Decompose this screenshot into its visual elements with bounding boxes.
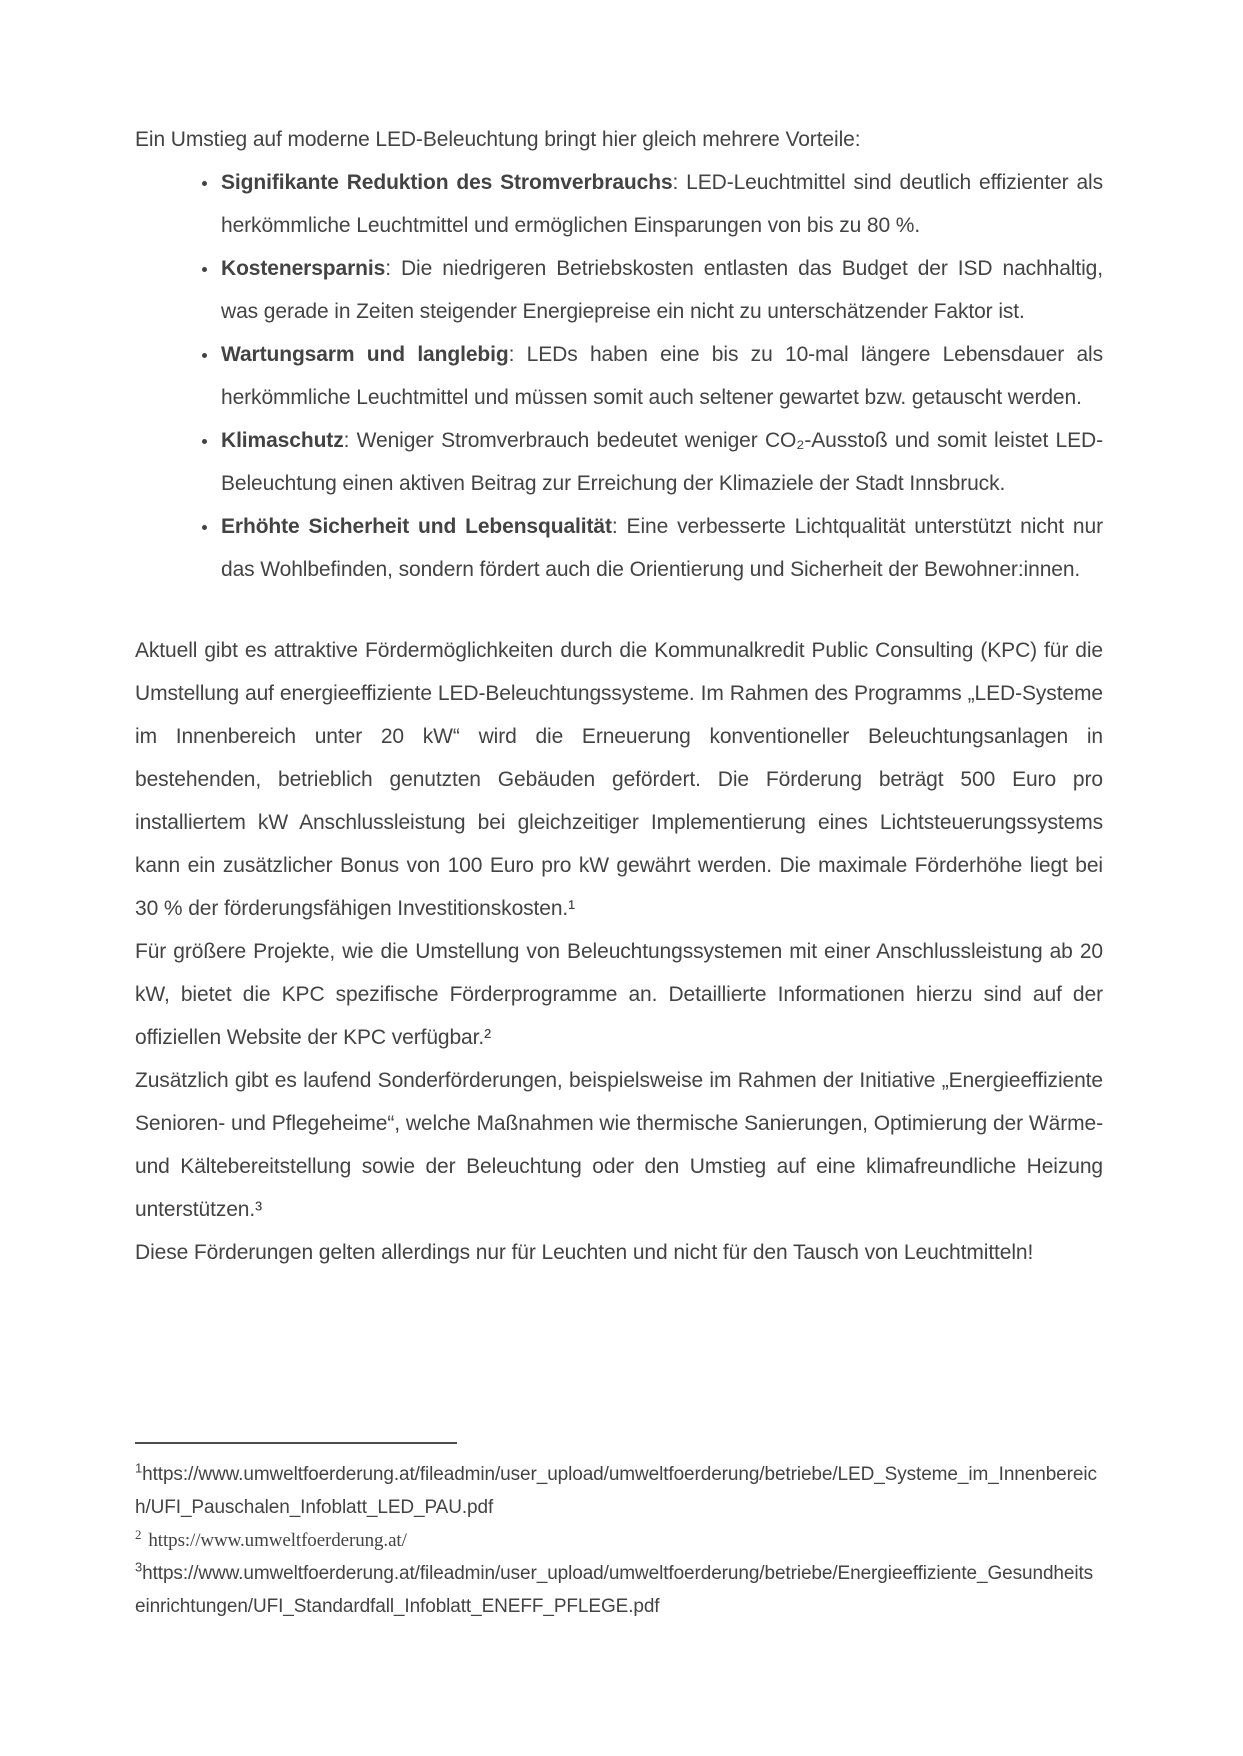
paragraph-foerderung-kpc: Aktuell gibt es attraktive Fördermöglichkeiten durch die Kommunalkredit Public Consulting (KPC) für die Umstellung auf energieeffiziente LED-Beleuchtungssysteme. Im Rahmen des Programms „LED-Systeme im Innenbereich unter 20 kW“ wird die Erneuerung konventioneller Beleuchtungsanlagen in bestehenden, betrieblich genutzten Gebäuden gefördert. Die Förderung beträgt 500 Euro pro installiertem kW Anschlussleistung bei gleichzeitiger Implementierung eines Lichtsteuerungssystems kann ein zusätzlicher Bonus von 100 Euro pro kW gewährt werden. Die maximale Förderhöhe liegt bei 30 % der förderungsfähigen Investitionskosten.¹: [135, 639, 1103, 920]
footnote-1-url: https://www.umweltfoerderung.at/fileadmin/user_upload/umweltfoerderung/betriebe/LED_Systeme_im_Innenbereich/UFI_Pauschalen_Infoblatt_LED_PAU.pdf: [135, 1464, 1097, 1518]
footnote-2-marker: 2: [135, 1526, 142, 1542]
footnote-separator: [135, 1442, 457, 1444]
footnote-1: [135, 1458, 1103, 1524]
list-item-sicherheit: [219, 505, 1103, 591]
bullet-lead: Erhöhte Sicherheit und Lebensqualität: [221, 515, 612, 538]
footnote-1-marker: 1: [135, 1460, 143, 1476]
advantages-list: [135, 161, 1103, 591]
bullet-text: : LED-Leuchtmittel sind deutlich effizienter als herkömmliche Leuchtmittel und ermöglichen Einsparungen von bis zu 80 %.: [221, 171, 1103, 237]
paragraph-groessere-projekte: Für größere Projekte, wie die Umstellung von Beleuchtungssystemen mit einer Anschlussleistung ab 20 kW, bietet die KPC spezifische Förderprogramme an. Detaillierte Informationen hierzu sind auf der offiziellen Website der KPC verfügbar.²: [135, 940, 1103, 1049]
paragraph-sonderfoerderungen: Zusätzlich gibt es laufend Sonderförderungen, beispielsweise im Rahmen der Initiative „Energieeffiziente Senioren- und Pflegeheime“, welche Maßnahmen wie thermische Sanierungen, Optimierung der Wärme- und Kältebereitstellung sowie der Beleuchtung oder den Umstieg auf eine klimafreundliche Heizung unterstützen.³: [135, 1069, 1103, 1221]
footnote-2-url: https://www.umweltfoerderung.at/: [148, 1530, 407, 1551]
paragraph-hinweis-leuchten: Diese Förderungen gelten allerdings nur für Leuchten und nicht für den Tausch von Leuchtmitteln!: [135, 1241, 1034, 1264]
bullet-lead: Signifikante Reduktion des Stromverbrauchs: [221, 171, 673, 194]
bullet-text: : LEDs haben eine bis zu 10-mal längere Lebensdauer als herkömmliche Leuchtmittel und müssen somit auch seltener gewartet bzw. getauscht werden.: [221, 343, 1103, 409]
list-item-klimaschutz: [219, 419, 1103, 505]
footnote-2: [135, 1524, 1103, 1557]
bullet-lead: Wartungsarm und langlebig: [221, 343, 509, 366]
bullet-lead: Klimaschutz: [221, 429, 344, 452]
list-item-wartungsarm: [219, 333, 1103, 419]
list-item-stromverbrauch: [219, 161, 1103, 247]
footnote-3: [135, 1557, 1103, 1623]
footnote-3-marker: 3: [135, 1559, 143, 1575]
footnote-3-url: https://www.umweltfoerderung.at/fileadmin/user_upload/umweltfoerderung/betriebe/Energieeffiziente_Gesundheitseinrichtungen/UFI_Standardfall_Infoblatt_ENEFF_PFLEGE.pdf: [135, 1563, 1094, 1617]
bullet-text: : Die niedrigeren Betriebskosten entlasten das Budget der ISD nachhaltig, was gerade in Zeiten steigender Energiepreise ein nicht zu unterschätzender Faktor ist.: [221, 257, 1103, 323]
bullet-lead: Kostenersparnis: [221, 257, 386, 280]
list-item-kostenersparnis: [219, 247, 1103, 333]
intro-paragraph: Ein Umstieg auf moderne LED-Beleuchtung bringt hier gleich mehrere Vorteile:: [135, 128, 861, 151]
footnotes-section: [135, 1458, 1103, 1623]
bullet-text: : Weniger Stromverbrauch bedeutet weniger CO₂-Ausstoß und somit leistet LED-Beleuchtung einen aktiven Beitrag zur Erreichung der Klimaziele der Stadt Innsbruck.: [221, 429, 1103, 495]
bullet-text: : Eine verbesserte Lichtqualität unterstützt nicht nur das Wohlbefinden, sondern fördert auch die Orientierung und Sicherheit der Bewohner:innen.: [221, 515, 1103, 581]
